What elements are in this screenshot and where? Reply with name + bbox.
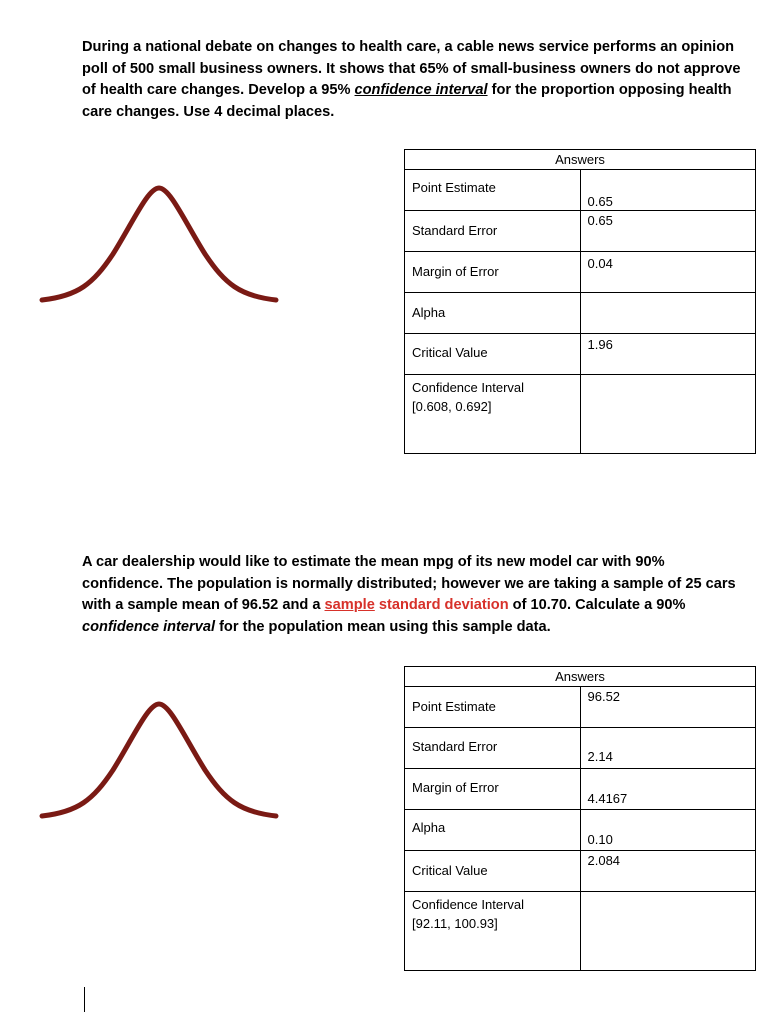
confidence-interval-answer-cell[interactable] — [580, 375, 756, 454]
standard-error-value[interactable]: 0.65 — [580, 211, 756, 252]
problem-2-emphasis: confidence interval — [82, 618, 216, 635]
point-estimate-value[interactable]: 96.52 — [580, 687, 756, 728]
critical-value-value[interactable]: 2.084 — [580, 851, 756, 892]
confidence-interval-value: [0.608, 0.692] — [412, 399, 492, 414]
critical-value-label: Critical Value — [405, 334, 581, 375]
margin-of-error-label: Margin of Error — [405, 769, 581, 810]
standard-deviation-words: standard deviation — [374, 597, 509, 613]
alpha-value[interactable] — [580, 293, 756, 334]
problem-1-text-after: for the proportion opposing health care changes. Use 4 decimal places. — [82, 82, 732, 120]
sample-word: sample — [324, 597, 375, 613]
alpha-label: Alpha — [405, 810, 581, 851]
answers-table-2 — [404, 666, 756, 971]
critical-value-label: Critical Value — [405, 851, 581, 892]
confidence-interval-answer-cell[interactable] — [580, 892, 756, 971]
confidence-interval-label: Confidence Interval [92.11, 100.93] — [405, 892, 581, 971]
normal-curve-icon — [38, 698, 280, 828]
point-estimate-label: Point Estimate — [405, 170, 581, 211]
problem-1-text-before: During a national debate on changes to health care, a cable news service performs an opinion poll of 500 small business owners. It shows that 65% of small-business owners do not approve of health care changes. Develop a 95% — [82, 39, 741, 98]
answers-header: Answers — [405, 150, 756, 170]
margin-of-error-label: Margin of Error — [405, 252, 581, 293]
standard-error-value[interactable]: 2.14 — [580, 728, 756, 769]
confidence-interval-value: [92.11, 100.93] — [412, 916, 498, 931]
answers-table-1 — [404, 149, 756, 454]
problem-2-text-before: A car dealership would like to estimate the mean mpg of its new model car with 90% confidence. The population is normally distributed; however we are taking a sample of 25 cars with a sample mean of 96.52 and a — [82, 554, 736, 613]
problem-2-text-after: for the population mean using this sample data. — [215, 618, 551, 635]
problem-1-emphasis: confidence interval — [354, 82, 488, 98]
critical-value-value[interactable]: 1.96 — [580, 334, 756, 375]
margin-of-error-value[interactable]: 0.04 — [580, 252, 756, 293]
confidence-interval-label: Confidence Interval [0.608, 0.692] — [405, 375, 581, 454]
problem-1-text — [82, 37, 742, 123]
margin-of-error-value[interactable]: 4.4167 — [580, 769, 756, 810]
standard-error-label: Standard Error — [405, 211, 581, 252]
point-estimate-value[interactable]: 0.65 — [580, 170, 756, 211]
standard-error-label: Standard Error — [405, 728, 581, 769]
problem-2-text-middle: of 10.70. Calculate a 90% — [508, 597, 686, 613]
point-estimate-label: Point Estimate — [405, 687, 581, 728]
alpha-label: Alpha — [405, 293, 581, 334]
text-cursor — [84, 987, 85, 1012]
answers-header: Answers — [405, 667, 756, 687]
normal-curve-icon — [38, 182, 280, 312]
problem-2-text — [82, 552, 742, 638]
alpha-value[interactable]: 0.10 — [580, 810, 756, 851]
